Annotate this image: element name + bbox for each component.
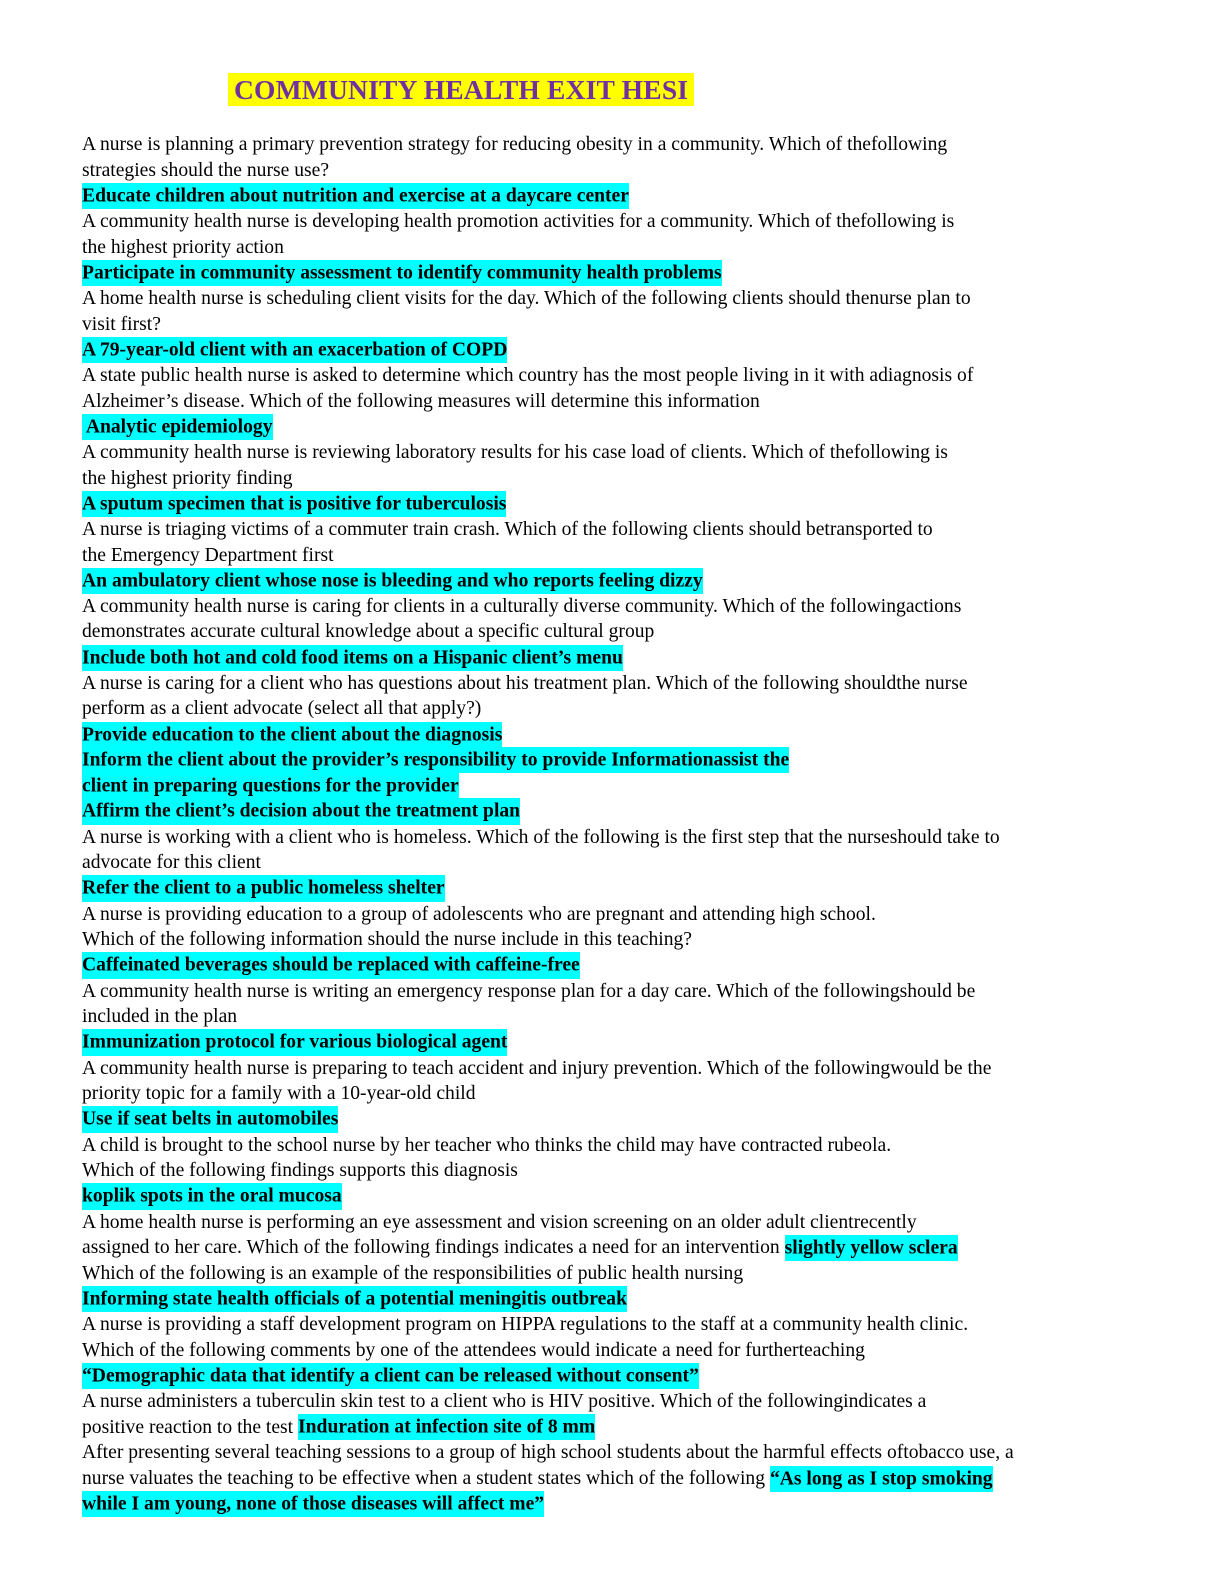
- question-text: visit first?: [82, 313, 161, 335]
- answer-highlight-text: Immunization protocol for various biological agent: [82, 1029, 507, 1055]
- question-line: [82, 1389, 1184, 1415]
- question-text: nurse valuates the teaching to be effective when a student states which of the following: [82, 1468, 770, 1490]
- question-line-with-inline-answer: [82, 1466, 1184, 1492]
- question-text: A child is brought to the school nurse by her teacher who thinks the child may have contracted rubeola.: [82, 1134, 892, 1156]
- answer-highlight-text: An ambulatory client whose nose is bleeding and who reports feeling dizzy: [82, 568, 703, 594]
- question-text: assigned to her care. Which of the following findings indicates a need for an intervention: [82, 1237, 785, 1259]
- question-text: A community health nurse is reviewing laboratory results for his case load of clients. Which of thefollowing is: [82, 441, 948, 463]
- answer-line: [82, 1030, 1184, 1056]
- question-text: demonstrates accurate cultural knowledge about a specific cultural group: [82, 621, 655, 643]
- question-line: [82, 1056, 1184, 1082]
- answer-highlight-text: “Demographic data that identify a client can be released without consent”: [82, 1363, 699, 1389]
- question-text: Which of the following comments by one of the attendees would indicate a need for furtherteaching: [82, 1339, 865, 1361]
- answer-highlight-text: A sputum specimen that is positive for tuberculosis: [82, 491, 506, 517]
- question-text: After presenting several teaching sessions to a group of high school students about the harmful effects oftobacco use, a: [82, 1442, 1014, 1464]
- answer-highlight-text: Informing state health officials of a potential meningitis outbreak: [82, 1286, 627, 1312]
- question-line: [82, 850, 1184, 876]
- question-line: [82, 671, 1184, 697]
- answer-line: [82, 491, 1184, 517]
- answer-highlight-text: A 79-year-old client with an exacerbation of COPD: [82, 337, 507, 363]
- answer-line: [82, 337, 1184, 363]
- question-text: A nurse is caring for a client who has questions about his treatment plan. Which of the following shouldthe nurse: [82, 672, 968, 694]
- question-text: the highest priority action: [82, 236, 284, 258]
- answer-line: [82, 260, 1184, 286]
- question-text: Which of the following findings supports this diagnosis: [82, 1160, 518, 1182]
- question-text: A nurse is planning a primary prevention strategy for reducing obesity in a community. Which of thefollowing: [82, 134, 948, 155]
- question-line: [82, 1440, 1184, 1466]
- answer-line: [82, 748, 1184, 774]
- answer-line: [82, 1184, 1184, 1210]
- question-text: A nurse is providing education to a group of adolescents who are pregnant and attending high school.: [82, 903, 876, 925]
- answer-line: [82, 1364, 1184, 1390]
- question-line-with-inline-answer: [82, 1415, 1184, 1441]
- question-line: [82, 543, 1184, 569]
- answer-line: [82, 773, 1184, 799]
- question-text: the highest priority finding: [82, 467, 293, 489]
- answer-highlight-text: Caffeinated beverages should be replaced with caffeine-free: [82, 952, 580, 978]
- question-text: priority topic for a family with a 10-year-old child: [82, 1083, 476, 1105]
- answer-line: [82, 953, 1184, 979]
- answer-highlight-text: Use if seat belts in automobiles: [82, 1106, 338, 1132]
- question-line: [82, 363, 1184, 389]
- answer-line: [82, 722, 1184, 748]
- question-text: A nurse is working with a client who is homeless. Which of the following is the first step that the nurseshould take to: [82, 826, 1000, 848]
- answer-highlight-text: Include both hot and cold food items on a Hispanic client’s menu: [82, 645, 623, 671]
- question-line: [82, 158, 1184, 184]
- question-line: [82, 979, 1184, 1005]
- question-line: [82, 312, 1184, 338]
- question-line: [82, 696, 1184, 722]
- answer-line: [82, 183, 1184, 209]
- answer-highlight-text: Participate in community assessment to identify community health problems: [82, 260, 722, 286]
- question-line: [82, 389, 1184, 415]
- question-text: A community health nurse is developing health promotion activities for a community. Which of thefollowing is: [82, 210, 955, 232]
- question-text: A home health nurse is scheduling client visits for the day. Which of the following clients should thenurse plan to: [82, 287, 971, 309]
- question-line: [82, 1312, 1184, 1338]
- question-line: [82, 825, 1184, 851]
- question-line: [82, 517, 1184, 543]
- answer-highlight-text: Refer the client to a public homeless shelter: [82, 875, 445, 901]
- question-line: [82, 286, 1184, 312]
- question-line: [82, 440, 1184, 466]
- answer-highlight-text: Affirm the client’s decision about the treatment plan: [82, 798, 520, 824]
- question-text: A community health nurse is writing an emergency response plan for a day care. Which of the followingshould be: [82, 980, 976, 1002]
- answer-line: [82, 414, 1184, 440]
- question-line: [82, 209, 1184, 235]
- answer-line: [82, 799, 1184, 825]
- question-line: [82, 1210, 1184, 1236]
- answer-highlight-text: slightly yellow sclera: [785, 1235, 958, 1261]
- question-text: A nurse is providing a staff development program on HIPPA regulations to the staff at a community health clinic.: [82, 1314, 969, 1336]
- question-text: perform as a client advocate (select all that apply?): [82, 698, 482, 720]
- question-text: strategies should the nurse use?: [82, 159, 330, 181]
- question-line: [82, 1133, 1184, 1159]
- question-text: the Emergency Department first: [82, 544, 334, 566]
- question-text: Which of the following information should the nurse include in this teaching?: [82, 929, 692, 951]
- answer-line: [82, 876, 1184, 902]
- answer-line: [82, 568, 1184, 594]
- question-line-with-inline-answer: [82, 1235, 1184, 1261]
- question-line: [82, 1004, 1184, 1030]
- question-text: Which of the following is an example of the responsibilities of public health nursing: [82, 1262, 744, 1284]
- question-text: A state public health nurse is asked to determine which country has the most people living in it with adiagnosis of: [82, 364, 974, 386]
- answer-highlight-text: while I am young, none of those diseases will affect me”: [82, 1491, 544, 1517]
- page-title: COMMUNITY HEALTH EXIT HESI: [228, 73, 694, 106]
- answer-line: [82, 645, 1184, 671]
- question-text: A community health nurse is caring for clients in a culturally diverse community. Which of the followingactions: [82, 595, 962, 617]
- question-text: A community health nurse is preparing to teach accident and injury prevention. Which of the followingwould be the: [82, 1057, 992, 1079]
- question-line: [82, 619, 1184, 645]
- answer-highlight-text: Educate children about nutrition and exercise at a daycare center: [82, 183, 629, 209]
- question-line: [82, 1261, 1184, 1287]
- question-line: [82, 1338, 1184, 1364]
- question-line: [82, 594, 1184, 620]
- answer-highlight-text: Provide education to the client about the diagnosis: [82, 722, 502, 748]
- answer-highlight-text: client in preparing questions for the provider: [82, 773, 459, 799]
- question-text: included in the plan: [82, 1006, 238, 1028]
- question-text: advocate for this client: [82, 852, 261, 874]
- question-line: [82, 927, 1184, 953]
- question-text: A nurse is triaging victims of a commuter train crash. Which of the following clients should betransported to: [82, 518, 933, 540]
- question-text: A nurse administers a tuberculin skin test to a client who is HIV positive. Which of the followingindicates a: [82, 1391, 927, 1413]
- answer-line: [82, 1492, 1184, 1518]
- question-line: [82, 235, 1184, 261]
- answer-line: [82, 1107, 1184, 1133]
- document-body: [82, 132, 1184, 1517]
- answer-highlight-text: Inform the client about the provider’s responsibility to provide Informationassist the: [82, 747, 789, 773]
- question-line: [82, 1158, 1184, 1184]
- question-line: [82, 466, 1184, 492]
- question-text: positive reaction to the test: [82, 1416, 299, 1438]
- answer-highlight-text: “As long as I stop smoking: [770, 1466, 993, 1492]
- question-line: [82, 1081, 1184, 1107]
- answer-highlight-text: koplik spots in the oral mucosa: [82, 1183, 342, 1209]
- question-text: Alzheimer’s disease. Which of the following measures will determine this information: [82, 390, 760, 412]
- question-text: A home health nurse is performing an eye assessment and vision screening on an older adult clientrecently: [82, 1211, 917, 1233]
- answer-line: [82, 1287, 1184, 1313]
- answer-highlight-text: Induration at infection site of 8 mm: [298, 1414, 595, 1440]
- question-line: [82, 132, 1184, 158]
- answer-highlight-text: Analytic epidemiology: [82, 414, 273, 440]
- question-line: [82, 902, 1184, 928]
